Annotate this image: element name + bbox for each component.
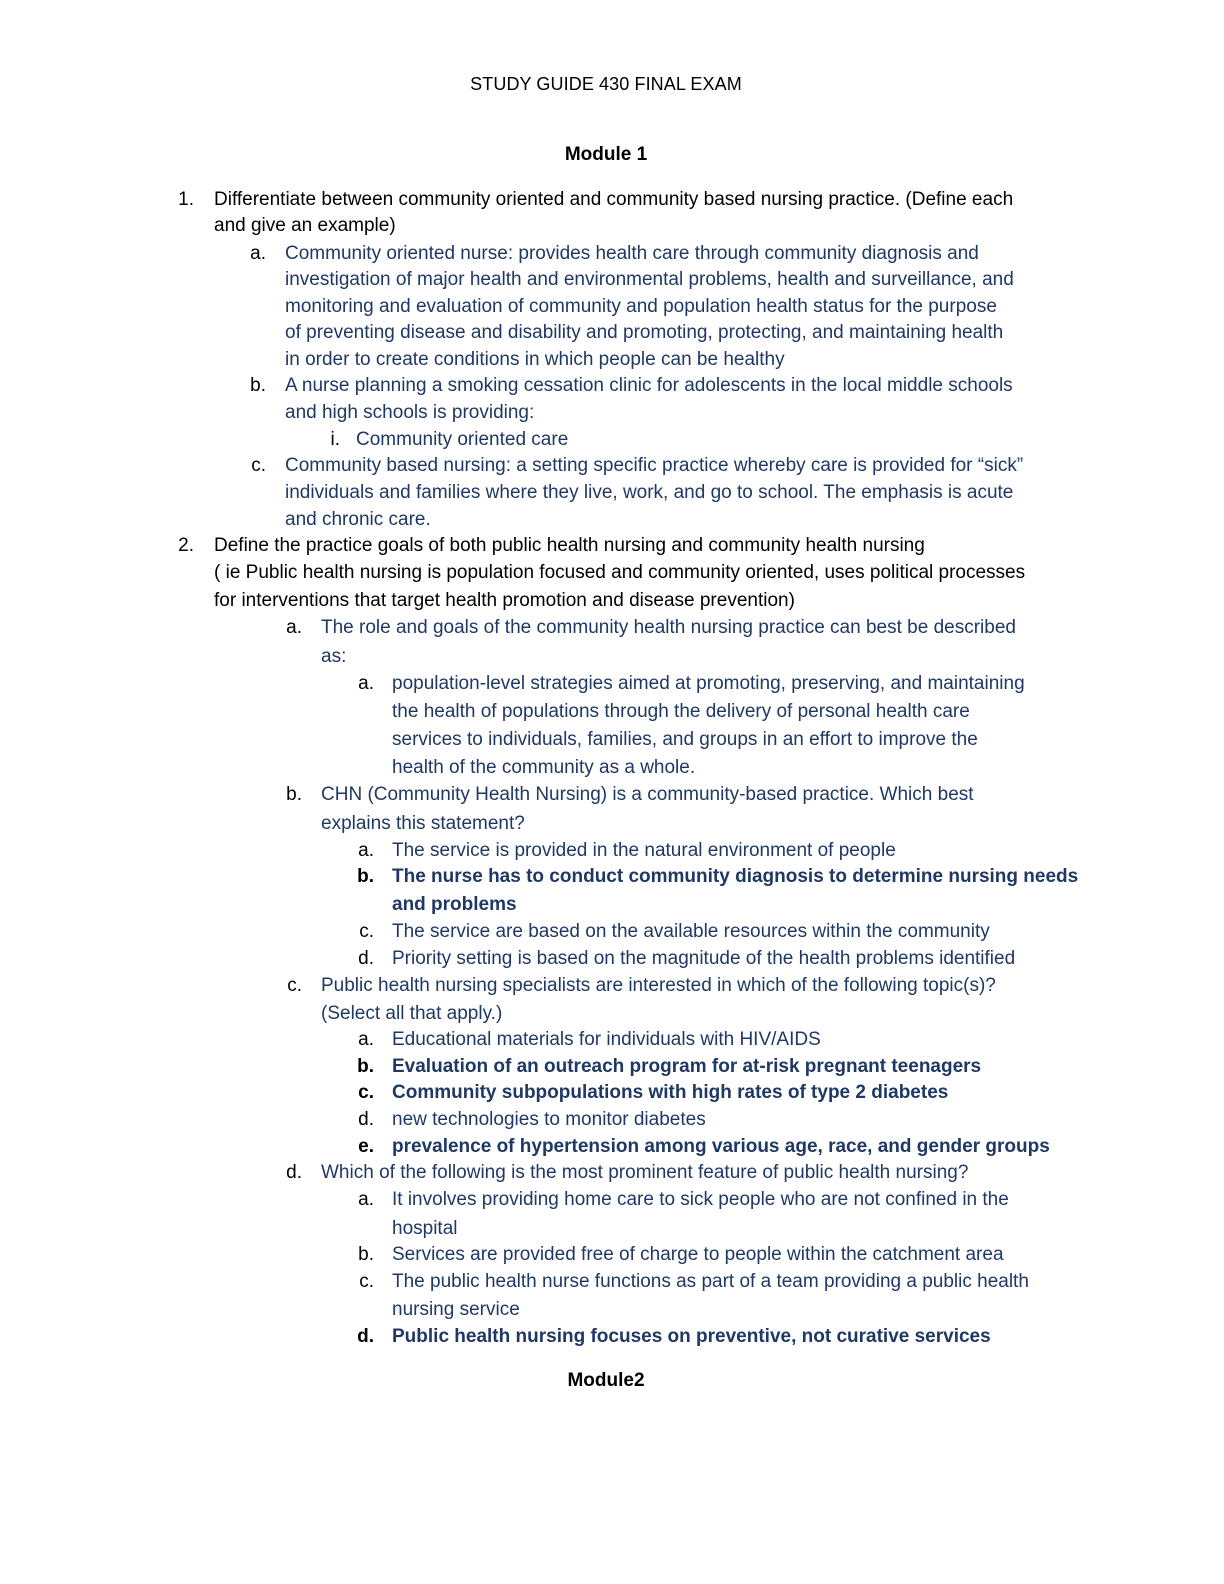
- q2d-option-line: The public health nurse functions as part of a team providing a public health: [392, 1271, 1029, 1292]
- q2d-option-marker: a.: [358, 1189, 374, 1210]
- q1-text-line: Differentiate between community oriented and community based nursing practice. (Define each: [214, 189, 1014, 210]
- q2d-option-line: It involves providing home care to sick people who are not confined in the: [392, 1189, 1009, 1210]
- q2d-option-marker: c.: [359, 1271, 374, 1292]
- q1a-text-line: monitoring and evaluation of community and population health status for the purpose: [285, 296, 997, 317]
- q2c-marker: c.: [287, 975, 302, 996]
- q2b-option-line: Priority setting is based on the magnitude of the health problems identified: [392, 948, 1016, 969]
- q2c-option-marker: a.: [358, 1029, 374, 1050]
- q2d-option-marker-correct: d.: [357, 1326, 374, 1347]
- q2a-marker: a.: [286, 617, 302, 638]
- module-2-heading: Module2: [567, 1370, 645, 1391]
- q2c-option-line-correct: Community subpopulations with high rates of type 2 diabetes: [392, 1082, 949, 1103]
- q2d-text-line: Which of the following is the most prominent feature of public health nursing?: [321, 1162, 969, 1183]
- q2c-option-line-correct: prevalence of hypertension among various age, race, and gender groups: [392, 1136, 1050, 1157]
- q2a-option-line: health of the community as a whole.: [392, 757, 696, 778]
- q2d-option-line: hospital: [392, 1218, 458, 1239]
- q2c-option-line-correct: Evaluation of an outreach program for at-risk pregnant teenagers: [392, 1056, 982, 1077]
- q1c-text-line: individuals and families where they live, work, and go to school. The emphasis is acute: [285, 482, 1014, 503]
- q1-text-line: and give an example): [214, 215, 396, 236]
- document-title: STUDY GUIDE 430 FINAL EXAM: [470, 74, 742, 94]
- q2d-option-marker: b.: [358, 1244, 374, 1265]
- q2c-option-marker-correct: c.: [358, 1082, 374, 1103]
- q2c-option-line: new technologies to monitor diabetes: [392, 1109, 706, 1130]
- q2-number: 2.: [178, 535, 194, 556]
- q1b-i-marker: i.: [330, 429, 340, 450]
- q1c-marker: c.: [251, 455, 266, 476]
- q1a-text-line: Community oriented nurse: provides health care through community diagnosis and: [285, 243, 979, 264]
- q2-text-line: Define the practice goals of both public health nursing and community health nursing: [214, 535, 925, 556]
- q2-text-line: for interventions that target health promotion and disease prevention): [214, 590, 795, 611]
- module-1-heading: Module 1: [564, 144, 648, 165]
- q2b-option-marker: c.: [359, 921, 374, 942]
- q2b-option-line: The service are based on the available resources within the community: [392, 921, 990, 942]
- q2b-text-line: explains this statement?: [321, 813, 525, 834]
- q2c-text-line: (Select all that apply.): [321, 1003, 503, 1024]
- q2a-text-line: The role and goals of the community health nursing practice can best be described: [321, 617, 1016, 638]
- q1b-text-line: and high schools is providing:: [285, 402, 535, 423]
- q1b-i-text: Community oriented care: [356, 429, 569, 450]
- q2b-option-marker: d.: [358, 948, 374, 969]
- q1-number: 1.: [178, 189, 194, 210]
- q2c-text-line: Public health nursing specialists are interested in which of the following topic(s)?: [321, 975, 996, 996]
- q2d-option-line: nursing service: [392, 1299, 520, 1320]
- q2b-option-line: The service is provided in the natural environment of people: [392, 840, 896, 861]
- q2b-option-marker-correct: b.: [357, 866, 374, 887]
- q2a-text-line: as:: [321, 646, 347, 667]
- q2c-option-marker-correct: b.: [357, 1056, 374, 1077]
- q2c-option-marker: d.: [358, 1109, 374, 1130]
- q2a-option-line: the health of populations through the delivery of personal health care: [392, 701, 970, 722]
- q2c-option-line: Educational materials for individuals with HIV/AIDS: [392, 1029, 821, 1050]
- q2b-option-line-correct: The nurse has to conduct community diagnosis to determine nursing needs: [392, 866, 1079, 887]
- q1a-text-line: in order to create conditions in which people can be healthy: [285, 349, 785, 370]
- q1a-text-line: of preventing disease and disability and promoting, protecting, and maintaining health: [285, 322, 1004, 343]
- q1b-marker: b.: [250, 375, 266, 396]
- q2b-text-line: CHN (Community Health Nursing) is a community-based practice. Which best: [321, 784, 974, 805]
- q1a-marker: a.: [250, 243, 266, 264]
- q2a-option-line: services to individuals, families, and groups in an effort to improve the: [392, 729, 978, 750]
- q2d-option-line-correct: Public health nursing focuses on preventive, not curative services: [392, 1326, 991, 1347]
- q2a-option-marker: a.: [358, 673, 374, 694]
- q2b-option-marker: a.: [358, 840, 374, 861]
- q1c-text-line: Community based nursing: a setting specific practice whereby care is provided for “sick”: [285, 455, 1024, 476]
- q2-text-line: ( ie Public health nursing is population focused and community oriented, uses political processes: [214, 562, 1026, 583]
- q2c-option-marker-correct: e.: [358, 1136, 374, 1157]
- q2b-option-line-correct: and problems: [392, 894, 517, 915]
- q2d-option-line: Services are provided free of charge to people within the catchment area: [392, 1244, 1004, 1265]
- q2a-option-line: population-level strategies aimed at promoting, preserving, and maintaining: [392, 673, 1025, 694]
- q1a-text-line: investigation of major health and environmental problems, health and surveillance, and: [285, 269, 1014, 290]
- q2d-marker: d.: [286, 1162, 302, 1183]
- q1c-text-line: and chronic care.: [285, 509, 431, 530]
- q2b-marker: b.: [286, 784, 302, 805]
- q1b-text-line: A nurse planning a smoking cessation clinic for adolescents in the local middle schools: [285, 375, 1013, 396]
